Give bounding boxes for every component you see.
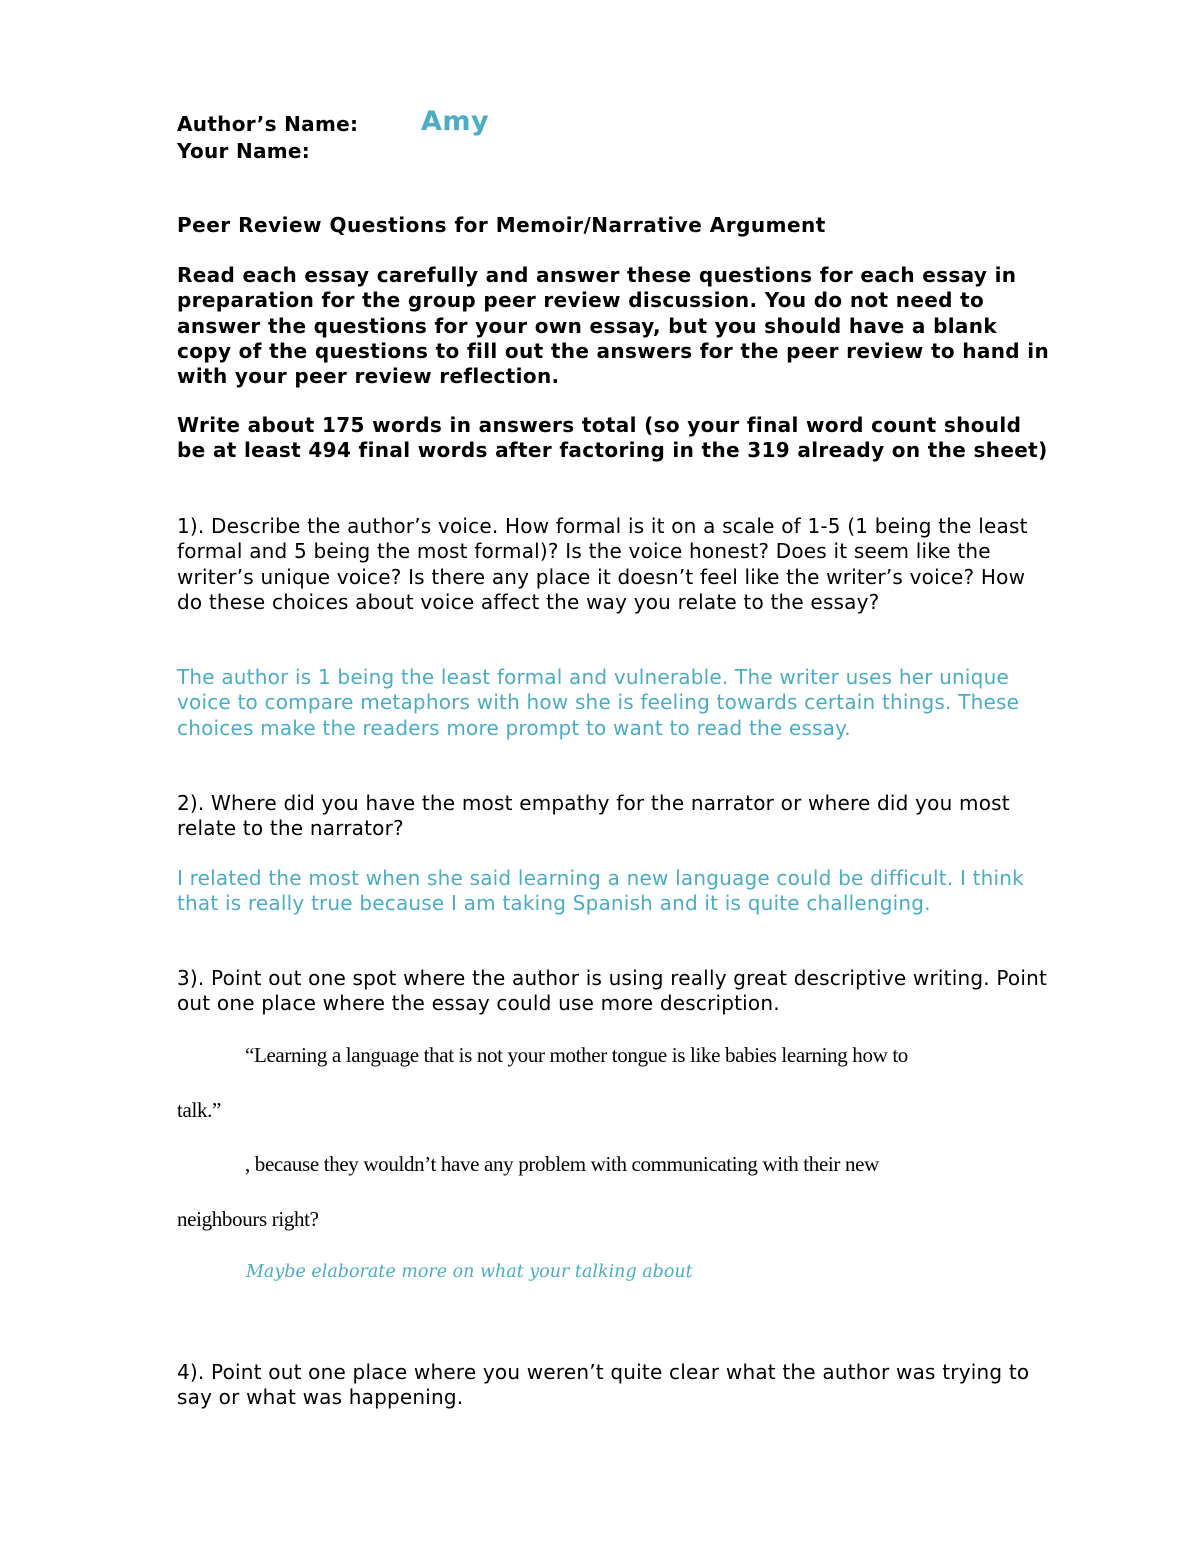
answer-1: The author is 1 being the least formal and vulnerable. The writer uses her unique voice to compare metaphors with how she is feeling towards certain things. These choices make the readers more prompt to want to read the essay. (177, 665, 1020, 740)
author-name-value: Amy (421, 106, 490, 137)
answer-3: Maybe elaborate more on what your talking about (246, 1262, 693, 1282)
essay-followup-line-2: neighbours right? (177, 1207, 319, 1231)
essay-quote-line-1: “Learning a language that is not your mother tongue is like babies learning how to (245, 1043, 908, 1067)
word-count-note: Write about 175 words in answers total (so your final word count should be at least 494 final words after factoring in the 319 already on the sheet) (177, 413, 1048, 463)
question-1: 1). Describe the author’s voice. How formal is it on a scale of 1-5 (1 being the least formal and 5 being the most formal)? Is the voice honest? Does it seem like the writer’s unique voice? Is there any place it doesn’t feel like the writer’s voice? How do these choices about voice affect the way you relate to the essay? (177, 514, 1028, 614)
essay-quote-line-2: talk.” (177, 1098, 221, 1122)
instructions-paragraph: Read each essay carefully and answer these questions for each essay in preparation for the group peer review discussion. You do not need to answer the questions for your own essay, but you should have a blank copy of the questions to fill out the answers for the peer review to hand in with your peer review reflection. (177, 263, 1050, 389)
essay-followup-line-1: , because they wouldn’t have any problem with communicating with their new (245, 1152, 879, 1176)
question-4: 4). Point out one place where you weren’t quite clear what the author was trying to say or what was happening. (177, 1360, 1030, 1410)
your-name-label: Your Name: (177, 139, 311, 163)
question-3: 3). Point out one spot where the author is using really great descriptive writing. Point out one place where the essay could use more description. (177, 966, 1047, 1016)
answer-2: I related the most when she said learning a new language could be difficult. I think that is really true because I am taking Spanish and it is quite challenging. (177, 866, 1024, 916)
author-name-label: Author’s Name: (177, 112, 359, 136)
page-title: Peer Review Questions for Memoir/Narrative Argument (177, 213, 826, 237)
question-2: 2). Where did you have the most empathy for the narrator or where did you most relate to the narrator? (177, 791, 1010, 841)
